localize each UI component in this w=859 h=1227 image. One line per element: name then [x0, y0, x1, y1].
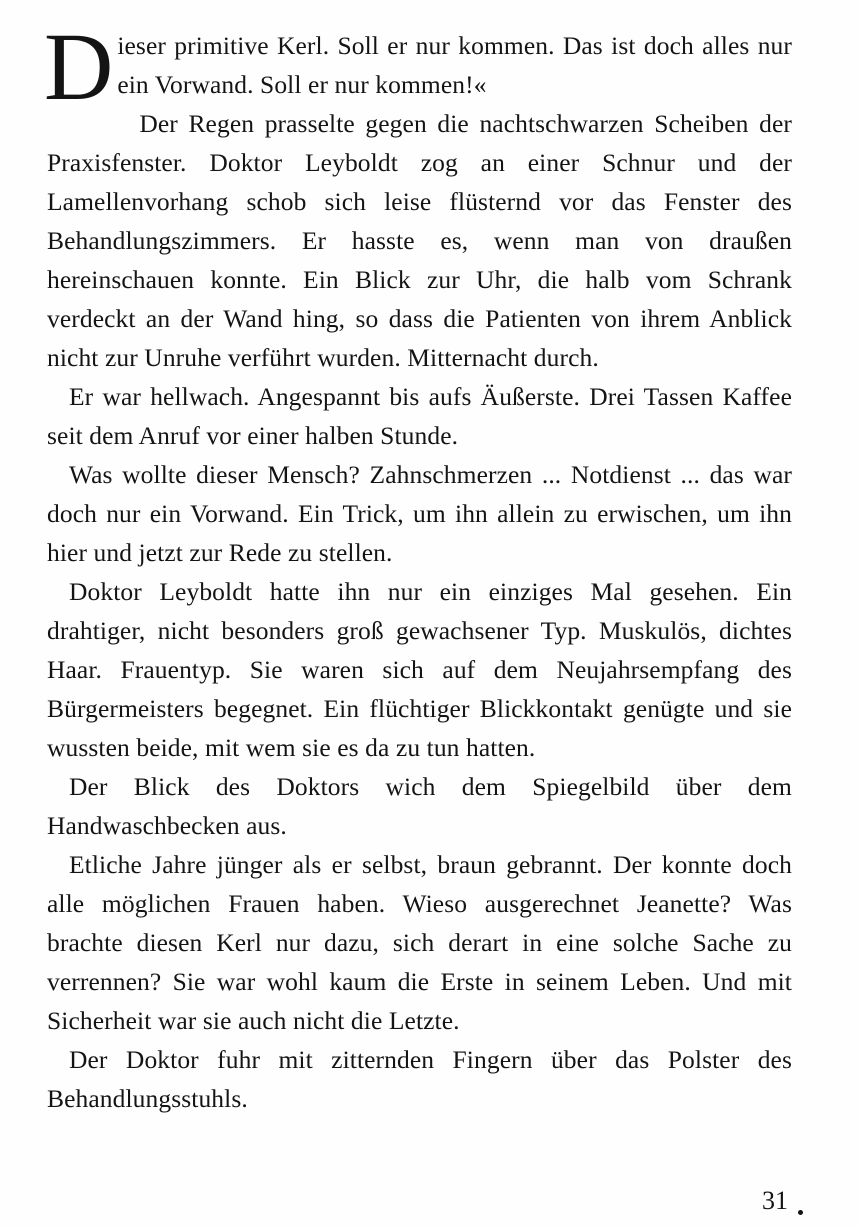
- paragraph-8: Der Doktor fuhr mit zitternden Fingern über das Polster des Behandlungsstuhls.: [47, 1045, 792, 1113]
- page-number: 31: [762, 1186, 788, 1215]
- paragraph-3: Er war hellwach. Angespannt bis aufs Äußerste. Drei Tassen Kaffee seit dem Anruf vor einer halben Stunde.: [47, 382, 792, 450]
- page-number-dot: [798, 1210, 803, 1215]
- paragraph-2: Der Regen prasselte gegen die nachtschwarzen Scheiben der Praxisfenster. Doktor Leyboldt zog an einer Schnur und der Lamellenvorhang schob sich leise flüsternd vor das Fenster des Behandlungszimmers. Er hasste es, wenn man von draußen hereinschauen konnte. Ein Blick zur Uhr, die halb vom Schrank verdeckt an der Wand hing, so dass die Patienten von ihrem Anblick nicht zur Unruhe verführt wurden. Mitternacht durch.: [47, 109, 792, 372]
- paragraph-4: Was wollte dieser Mensch? Zahnschmerzen ... Notdienst ... das war doch nur ein Vorwand. Ein Trick, um ihn allein zu erwischen, um ihn hier und jetzt zur Rede zu stellen.: [47, 460, 792, 567]
- paragraph-1-text: ieser primitive Kerl. Soll er nur kommen. Das ist doch alles nur ein Vorwand. Soll er nur kommen!«: [117, 31, 792, 99]
- paragraph-6: Der Blick des Doktors wich dem Spiegelbild über dem Handwaschbecken aus.: [47, 772, 792, 840]
- paragraph-5: Doktor Leyboldt hatte ihn nur ein einziges Mal gesehen. Ein drahtiger, nicht besonders groß gewachsener Typ. Muskulös, dichtes Haar. Frauentyp. Sie waren sich auf dem Neujahrsempfang des Bürgermeisters begegnet. Ein flüchtiger Blickkontakt genügte und sie wussten beide, mit wem sie es da zu tun hatten.: [47, 577, 792, 762]
- drop-cap: D: [44, 13, 114, 120]
- paragraph-1: [44, 13, 792, 120]
- body-text: [44, 13, 792, 1118]
- paragraph-7: Etliche Jahre jünger als er selbst, braun gebrannt. Der konnte doch alle möglichen Frauen haben. Wieso ausgerechnet Jeanette? Was brachte diesen Kerl nur dazu, sich derart in eine solche Sache zu verrennen? Sie war wohl kaum die Erste in seinem Leben. Und mit Sicherheit war sie auch nicht die Letzte.: [47, 850, 792, 1035]
